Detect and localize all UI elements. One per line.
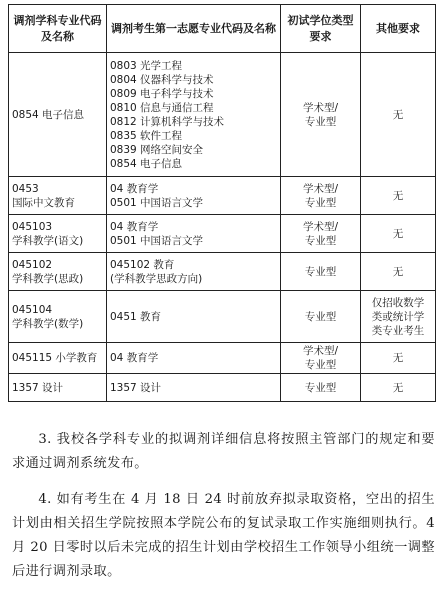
note-paragraph-3: 3. 我校各学科专业的拟调剂详细信息将按照主管部门的规定和要求通过调剂系统发布。	[12, 432, 435, 471]
cell-target-major	[9, 53, 107, 177]
header-target-major: 调剂学科专业代码及名称	[9, 5, 107, 53]
cell-degree-type	[281, 215, 361, 253]
cell-degree-type	[281, 291, 361, 343]
table-header-row	[9, 5, 436, 53]
cell-target-major	[9, 291, 107, 343]
cell-line: 0812 计算机科学与技术	[110, 115, 225, 128]
adjustment-table	[8, 4, 436, 402]
cell-target-major	[9, 374, 107, 402]
cell-source-majors	[107, 53, 281, 177]
cell-line: 无	[392, 265, 404, 278]
cell-line: 专业型	[304, 196, 337, 209]
cell-line: 0803 光学工程	[110, 59, 183, 72]
cell-line: (学科教学思政方向)	[110, 272, 203, 285]
cell-other-requirements	[361, 253, 436, 291]
cell-line: 0501 中国语言文学	[110, 196, 204, 209]
header-other-requirements: 其他要求	[361, 5, 436, 53]
table-row	[9, 374, 436, 402]
cell-line: 045102 教育	[110, 258, 175, 271]
cell-line: 1357 设计	[110, 381, 162, 394]
cell-source-majors	[107, 253, 281, 291]
cell-target-major	[9, 215, 107, 253]
cell-degree-type	[281, 374, 361, 402]
cell-line: 无	[392, 381, 404, 394]
cell-line: 学术型/	[302, 101, 339, 114]
table-row	[9, 215, 436, 253]
cell-degree-type	[281, 53, 361, 177]
cell-line: 学术型/	[302, 182, 339, 195]
cell-degree-type	[281, 177, 361, 215]
cell-line: 专业型	[304, 234, 337, 247]
cell-line: 0453	[12, 182, 39, 195]
cell-line: 045104	[12, 303, 53, 316]
cell-line: 学科教学(语文)	[12, 234, 84, 247]
cell-line: 无	[392, 189, 404, 202]
cell-other-requirements	[361, 215, 436, 253]
cell-line: 045103	[12, 220, 53, 233]
cell-source-majors	[107, 343, 281, 374]
cell-line: 0839 网络空间安全	[110, 143, 204, 156]
table-row	[9, 291, 436, 343]
cell-line: 04 教育学	[110, 220, 159, 233]
cell-degree-type	[281, 343, 361, 374]
cell-line: 专业型	[304, 115, 337, 128]
cell-other-requirements	[361, 291, 436, 343]
cell-source-majors	[107, 215, 281, 253]
cell-target-major	[9, 343, 107, 374]
table-row	[9, 53, 436, 177]
cell-line: 学术型/	[302, 345, 339, 357]
cell-other-requirements	[361, 177, 436, 215]
cell-other-requirements	[361, 374, 436, 402]
header-degree-type: 初试学位类型要求	[281, 5, 361, 53]
table-row	[9, 343, 436, 374]
cell-line: 专业型	[304, 359, 337, 371]
note-paragraph-4: 4. 如有考生在 4 月 18 日 24 时前放弃拟录取资格，空出的招生计划由相关招生学院按照本学院公布的复试录取工作实施细则执行。4 月 20 日零时以后未完成的招生计划由学校招生工作领导小组统一调整后进行调剂录取。	[12, 492, 435, 579]
cell-line: 仅招收数学	[371, 296, 425, 309]
cell-line: 0804 仪器科学与技术	[110, 73, 214, 86]
cell-line: 国际中文教育	[12, 196, 75, 209]
cell-line: 学科教学(思政)	[12, 272, 84, 285]
cell-line: 0854 电子信息	[12, 108, 85, 121]
cell-other-requirements	[361, 53, 436, 177]
cell-line: 0835 软件工程	[110, 129, 183, 142]
cell-line: 045115 小学教育	[12, 352, 98, 364]
cell-source-majors	[107, 291, 281, 343]
cell-line: 学术型/	[302, 220, 339, 233]
cell-line: 0451 教育	[110, 310, 162, 323]
table-body	[9, 53, 436, 402]
cell-line: 0501 中国语言文学	[110, 234, 204, 247]
cell-line: 类专业考生	[371, 324, 425, 337]
header-source-major: 调剂考生第一志愿专业代码及名称	[107, 5, 281, 53]
cell-source-majors	[107, 177, 281, 215]
table-row	[9, 177, 436, 215]
cell-target-major	[9, 177, 107, 215]
cell-line: 045102	[12, 258, 53, 271]
cell-degree-type	[281, 253, 361, 291]
cell-line: 专业型	[304, 381, 337, 394]
cell-line: 无	[392, 108, 404, 121]
cell-line: 学科教学(数学)	[12, 317, 84, 330]
cell-source-majors	[107, 374, 281, 402]
cell-line: 专业型	[304, 310, 337, 323]
cell-line: 1357 设计	[12, 381, 64, 394]
cell-other-requirements	[361, 343, 436, 374]
cell-line: 类或统计学	[371, 310, 425, 323]
cell-line: 04 教育学	[110, 182, 159, 195]
cell-line: 0854 电子信息	[110, 157, 183, 170]
cell-line: 0809 电子科学与技术	[110, 87, 214, 100]
cell-target-major	[9, 253, 107, 291]
cell-line: 0810 信息与通信工程	[110, 101, 214, 114]
cell-line: 04 教育学	[110, 352, 159, 364]
cell-line: 无	[392, 352, 404, 364]
cell-line: 专业型	[304, 265, 337, 278]
cell-line: 无	[392, 227, 404, 240]
table-row	[9, 253, 436, 291]
